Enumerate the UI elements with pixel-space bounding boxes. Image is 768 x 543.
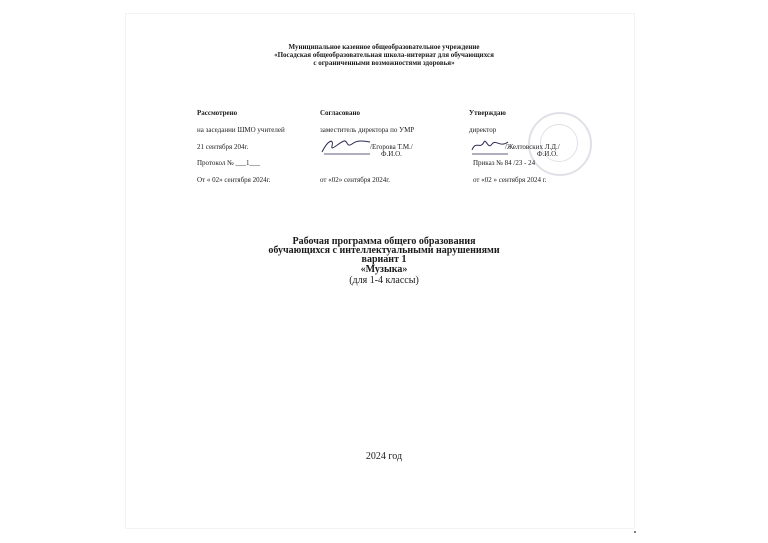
institution-name-line-2: «Посадская общеобразовательная школа-интернат для обучающихся <box>274 51 494 59</box>
approved-order: Приказ № 84 /23 - 24 <box>473 159 536 167</box>
institution-name-line-1: Муниципальное казенное общеобразовательное учреждение <box>288 43 480 51</box>
approved-title: Утверждаю <box>469 109 506 117</box>
reviewed-line-4: От « 02» сентября 2024г. <box>197 176 271 184</box>
signature-egorova <box>320 136 372 156</box>
approved-name: /Желтовских Л.Д./ <box>505 143 560 151</box>
signature-director <box>470 136 510 156</box>
reviewed-title: Рассмотрено <box>197 109 238 117</box>
agreed-fio-caption: Ф.И.О. <box>381 150 402 158</box>
program-title-line-1: Рабочая программа общего образования <box>292 236 476 247</box>
reviewed-line-1: на заседании ШМО учителей <box>197 126 285 134</box>
approved-line-1: директор <box>469 126 497 134</box>
agreed-date: от «02» сентября 2024г. <box>320 176 391 184</box>
scan-speck <box>634 531 636 533</box>
reviewed-line-3: Протокол № ___1___ <box>197 159 261 167</box>
approved-date: от «02 » сентября 2024 г. <box>473 176 547 184</box>
agreed-line-1: заместитель директора по УМР <box>320 126 415 134</box>
program-grades: (для 1-4 классы) <box>349 275 419 286</box>
institution-name-line-3: с ограниченными возможностями здоровья» <box>313 59 455 67</box>
agreed-title: Согласовано <box>320 109 361 117</box>
program-subject: «Музыка» <box>360 264 408 275</box>
document-year: 2024 год <box>365 451 403 462</box>
approved-fio-caption: Ф.И.О. <box>537 150 558 158</box>
reviewed-line-2: 21 сентября 204г. <box>197 143 249 151</box>
program-title-line-2: обучающихся с интеллектуальными нарушениями <box>268 245 500 256</box>
agreed-name: /Егорова Т.М./ <box>370 143 413 151</box>
program-variant: вариант 1 <box>361 254 407 265</box>
